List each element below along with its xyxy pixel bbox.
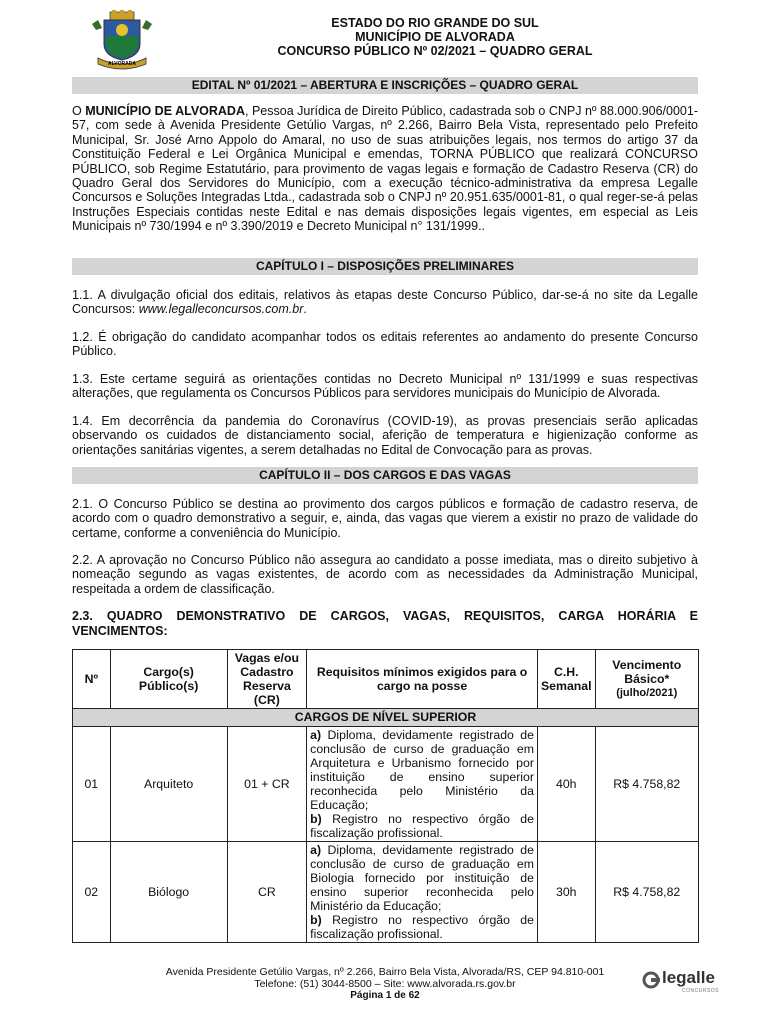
document-footer xyxy=(120,966,650,1002)
table-row xyxy=(73,727,699,842)
paragraph-1-1 xyxy=(72,288,698,317)
intro-body: , Pessoa Jurídica de Direito Público, cadastrada sob o CNPJ nº 88.000.906/0001-57, com sede à Avenida Presidente Getúlio Vargas, nº 2.266, Bairro Bela Vista, representado pelo Prefeito Municipal, Sr. José Arno Appolo do Amaral, no uso de suas atribuições legais, nos termos do artigo 37 da Constituição Federal e Lei Orgânica Municipal e emendas, TORNA PÚBLICO que realizará CONCURSO PÚBLICO, sob Regime Estatutário, para provimento de vagas legais e formação de Cadastro Reserva (CR) do Quadro Geral dos Servidores do Município, com a execução técnico-administrativa da empresa Legalle Concursos e Soluções Integradas Ltda., cadastrada sob o CNPJ nº 20.951.635/0001-81, o qual reger-se-á pelas Instruções Especiais contidas neste Edital e nas demais disposições legais vigentes, em especial as Leis Municipais nº 730/1994 e nº 3.390/2019 e Decreto Municipal n° 131/1999.. xyxy=(72,104,698,234)
paragraph-2-2: 2.2. A aprovação no Concurso Público não assegura ao candidato a posse imediata, mas o direito subjetivo à nomeação segundo as vagas existentes, de acordo com as necessidades da Administração Municipal, respeitada a ordem de classificação. xyxy=(72,553,698,596)
col-num-header: Nº xyxy=(73,650,111,709)
paragraph-2-3-title: 2.3. QUADRO DEMONSTRATIVO DE CARGOS, VAGAS, REQUISITOS, CARGA HORÁRIA E VENCIMENTOS: xyxy=(72,609,698,638)
col-venc-header xyxy=(595,650,698,709)
footer-address: Avenida Presidente Getúlio Vargas, nº 2.266, Bairro Bela Vista, Alvorada/RS, CEP 94.810-001 xyxy=(165,966,605,978)
positions-table xyxy=(72,649,699,943)
row-requisitos xyxy=(307,727,538,842)
header-state: ESTADO DO RIO GRANDE DO SUL xyxy=(331,16,539,30)
venc-header-label: Vencimento Básico* xyxy=(612,658,682,686)
col-requisitos-header: Requisitos mínimos exigidos para o cargo na posse xyxy=(307,650,538,709)
paragraph-1-3: 1.3. Este certame seguirá as orientações contidas no Decreto Municipal nº 131/1999 e suas respectivas alterações, que regulamenta os Concursos Públicos para servidores municipais do Município de Alvorada. xyxy=(72,372,698,401)
intro-municipality-name: MUNICÍPIO DE ALVORADA xyxy=(85,104,245,118)
req-b-text: Registro no respectivo órgão de fiscalização profissional. xyxy=(310,812,534,840)
row-venc: R$ 4.758,82 xyxy=(595,727,698,842)
req-b-label: b) xyxy=(310,913,322,927)
row-num: 01 xyxy=(73,727,111,842)
document-header xyxy=(180,16,690,58)
col-ch-header: C.H. Semanal xyxy=(537,650,595,709)
req-a-text: Diploma, devidamente registrado de conclusão de curso de graduação em Arquitetura e Urbanismo fornecido por instituição de ensino superior reconhecida pelo Ministério da Educação; xyxy=(310,728,534,812)
row-venc: R$ 4.758,82 xyxy=(595,842,698,943)
legalle-wordmark: legalle xyxy=(662,968,715,987)
crest-ribbon-label: ALVORADA xyxy=(108,61,136,67)
footer-contact: Telefone: (51) 3044-8500 – Site: www.alvorada.rs.gov.br xyxy=(254,978,516,990)
header-municipality: MUNICÍPIO DE ALVORADA xyxy=(355,30,515,44)
municipal-crest-icon xyxy=(88,10,156,70)
legalle-mark-icon xyxy=(642,969,660,991)
row-vagas: 01 + CR xyxy=(227,727,307,842)
table-row xyxy=(73,842,699,943)
edital-title-bar: EDITAL Nº 01/2021 – ABERTURA E INSCRIÇÕES – QUADRO GERAL xyxy=(72,77,698,94)
page-number: Página 1 de 62 xyxy=(350,990,420,1001)
chapter2-title-bar: CAPÍTULO II – DOS CARGOS E DAS VAGAS xyxy=(72,467,698,484)
row-ch: 30h xyxy=(537,842,595,943)
legalle-logo xyxy=(642,968,722,994)
table-header-row xyxy=(73,650,699,709)
row-cargo: Arquiteto xyxy=(110,727,227,842)
row-vagas: CR xyxy=(227,842,307,943)
legalle-sub: CONCURSOS xyxy=(682,988,720,994)
req-b-label: b) xyxy=(310,812,322,826)
paragraph-2-1: 2.1. O Concurso Público se destina ao provimento dos cargos públicos e formação de cadastro reserva, de acordo com o quadro demonstrativo a seguir, e, ainda, das vagas que vierem a existir no prazo de validade do certame, conforme a conveniência do Município. xyxy=(72,497,698,540)
legalle-site-link[interactable]: www.legalleconcursos.com.br xyxy=(138,302,304,317)
req-a-text: Diploma, devidamente registrado de conclusão de curso de graduação em Biologia fornecido por instituição de ensino superior reconhecida pelo Ministério da Educação; xyxy=(310,843,534,913)
row-num: 02 xyxy=(73,842,111,943)
level-label: CARGOS DE NÍVEL SUPERIOR xyxy=(73,709,699,727)
req-a-label: a) xyxy=(310,728,322,742)
header-contest: CONCURSO PÚBLICO Nº 02/2021 – QUADRO GERAL xyxy=(277,44,593,58)
paragraph-1-1-end: . xyxy=(303,302,307,317)
venc-header-note: (julho/2021) xyxy=(616,687,678,699)
req-b-text: Registro no respectivo órgão de fiscalização profissional. xyxy=(310,913,534,941)
paragraph-1-1-text: 1.1. A divulgação oficial dos editais, relativos às etapas deste Concurso Público, dar-se-á no site da Legalle Concursos: xyxy=(72,288,698,317)
row-requisitos xyxy=(307,842,538,943)
chapter1-title-bar: CAPÍTULO I – DISPOSIÇÕES PRELIMINARES xyxy=(72,258,698,275)
intro-paragraph xyxy=(72,104,698,234)
col-cargo-header: Cargo(s) Público(s) xyxy=(110,650,227,709)
paragraph-1-4: 1.4. Em decorrência da pandemia do Coronavírus (COVID-19), as provas presenciais serão aplicadas observando os cuidados de distanciamento social, aferição de temperatura e higienização conforme as orientações sanitárias vigentes, a serem detalhadas no Edital de Convocação para as provas. xyxy=(72,414,698,457)
row-cargo: Biólogo xyxy=(110,842,227,943)
level-row xyxy=(73,709,699,727)
req-a-label: a) xyxy=(310,843,322,857)
row-ch: 40h xyxy=(537,727,595,842)
intro-lead: O xyxy=(72,104,86,118)
col-vagas-header: Vagas e/ou Cadastro Reserva (CR) xyxy=(227,650,307,709)
paragraph-1-2: 1.2. É obrigação do candidato acompanhar todos os editais referentes ao andamento do presente Concurso Público. xyxy=(72,330,698,359)
